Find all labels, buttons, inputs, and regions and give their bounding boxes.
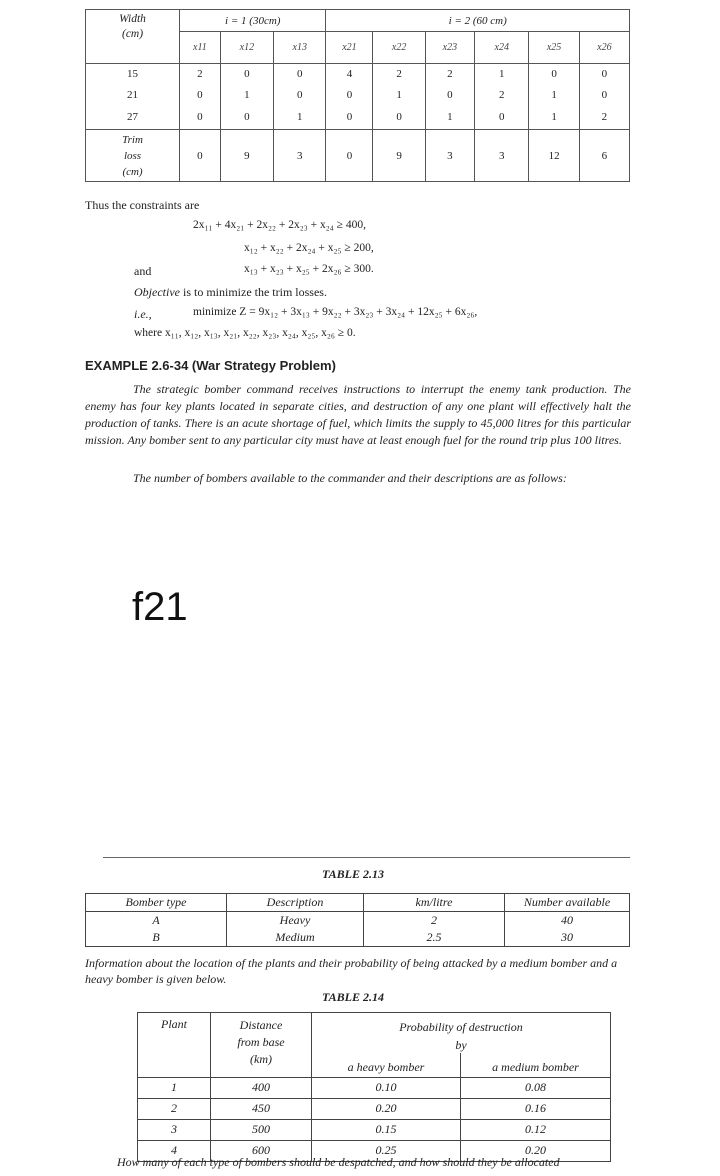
table-cell: 0: [326, 130, 373, 182]
trim-label-line: loss: [123, 149, 142, 162]
constraint-eq-3: x₁₃ + x₂₃ + x₂₅ + 2x₂₆ ≥ 300.: [244, 263, 374, 275]
table-cell: 0: [529, 64, 579, 84]
table-cell: 6: [579, 130, 629, 182]
table-row: [138, 1119, 611, 1140]
table-cell: 3: [474, 130, 529, 182]
table-2-13-caption: TABLE 2.13: [322, 867, 385, 881]
table-cell: 0.12: [461, 1119, 611, 1140]
table-cell: 2: [474, 84, 529, 106]
table-cell: 0: [326, 106, 373, 130]
example-paragraph-2: [85, 470, 631, 486]
divider: [103, 857, 630, 858]
row-label: 21: [86, 84, 180, 106]
var-header: x23: [425, 32, 474, 64]
col-header: Bomber type: [86, 894, 227, 912]
table-cell: 0.25: [312, 1140, 461, 1161]
col-header: km/litre: [364, 894, 505, 912]
trim-loss-row: [86, 130, 630, 182]
table-cell: 0: [326, 84, 373, 106]
table-cell: 0: [373, 106, 425, 130]
table-row: [86, 84, 630, 106]
constraints-intro: Thus the constraints are: [85, 198, 200, 212]
table-cell: 2: [579, 106, 629, 130]
table-cell: 3: [138, 1119, 211, 1140]
distance-header-line: (km): [250, 1052, 272, 1066]
group1-header: i = 1 (30cm): [180, 10, 326, 32]
table-cell: 1: [529, 84, 579, 106]
table-cell: 0.15: [312, 1119, 461, 1140]
var-header: x12: [220, 32, 273, 64]
example-title: EXAMPLE 2.6-34 (War Strategy Problem): [85, 358, 336, 373]
table-cell: 0: [579, 64, 629, 84]
table-cell: 4: [326, 64, 373, 84]
example-paragraph-text: The strategic bomber command receives instructions to interrupt the enemy tank production. The enemy has four key plants located in separate cities, and destruction of any one plant will effectively halt the production of tanks. There is an acute shortage of fuel, which limits the supply to 45,000 litres for this particular mission. Any bomber sent to any particular city must have at least enough fuel for the round trip plus 100 litres.: [85, 382, 631, 447]
table-cell: 4: [138, 1140, 211, 1161]
table-cell: 500: [211, 1119, 312, 1140]
var-header: x11: [180, 32, 221, 64]
table-cell: 12: [529, 130, 579, 182]
var-header: x25: [529, 32, 579, 64]
question-line-text: How many of each type of bombers should be despatched, and how should they be allocated: [117, 1155, 560, 1169]
table-cell: 1: [138, 1077, 211, 1098]
table-row: [138, 1077, 611, 1098]
table-cell: 0.10: [312, 1077, 461, 1098]
medium-bomber-header: a medium bomber: [492, 1059, 579, 1074]
table-cell: 2: [180, 64, 221, 84]
table-cell: 0: [220, 106, 273, 130]
table-row: [86, 912, 630, 930]
table-cell: 0.16: [461, 1098, 611, 1119]
table-cell: 1: [373, 84, 425, 106]
var-header: x21: [326, 32, 373, 64]
table-cell: 2: [425, 64, 474, 84]
table-cell: A: [86, 912, 227, 930]
table-cell: 2: [138, 1098, 211, 1119]
col-header: Number available: [505, 894, 630, 912]
table-2-14: [137, 1012, 611, 1162]
table-cell: 2: [364, 912, 505, 930]
table-cell: 0: [180, 84, 221, 106]
objective-line: [134, 284, 327, 300]
table-header-row: [138, 1013, 611, 1038]
table-header-row: [86, 894, 630, 912]
distance-header: [211, 1013, 312, 1078]
width-header-label: Width: [119, 13, 146, 25]
table-2-13: [85, 893, 630, 947]
table-cell: 0.20: [461, 1140, 611, 1161]
table-cell: 0.20: [312, 1098, 461, 1119]
probability-header-by: by: [455, 1037, 467, 1052]
table-cell: 0: [274, 84, 326, 106]
table-row: [86, 64, 630, 84]
distance-header-line: from base: [237, 1035, 285, 1049]
table-row: [138, 1098, 611, 1119]
var-header: x22: [373, 32, 425, 64]
width-header-unit: (cm): [121, 28, 144, 40]
objective-rest: is to minimize the trim losses.: [179, 285, 327, 299]
table-cell: 1: [474, 64, 529, 84]
table-cell: 600: [211, 1140, 312, 1161]
table-cell: 1: [529, 106, 579, 130]
objective-function: minimize Z = 9x₁₂ + 3x₁₃ + 9x₂₂ + 3x₂₃ + 3x₂₄ + 12x₂₅ + 6x₂₆,: [193, 306, 478, 318]
table-cell: 40: [561, 913, 573, 927]
table-cell: 0: [180, 106, 221, 130]
width-header: [86, 10, 180, 64]
objective-word: Objective: [134, 285, 180, 299]
table-cell: 3: [274, 130, 326, 182]
table-cell: Heavy: [227, 912, 364, 930]
info-paragraph: Information about the location of the plants and their probability of being attacked by a medium bomber and a heavy bomber is given below.: [85, 956, 618, 986]
constraint-eq-1: 2x₁₁ + 4x₂₁ + 2x₂₂ + 2x₂₃ + x₂₄ ≥ 400,: [193, 219, 366, 231]
table-cell: 0: [579, 84, 629, 106]
table-row: [86, 106, 630, 130]
constraint-eq-2: x₁₂ + x₂₂ + 2x₂₄ + x₂₅ ≥ 200,: [244, 242, 374, 254]
nonnegativity: where x₁₁, x₁₂, x₁₃, x₂₁, x₂₂, x₂₃, x₂₄, x₂₅, x₂₆ ≥ 0.: [134, 327, 356, 339]
example-paragraph-2-text: The number of bombers available to the commander and their descriptions are as follows:: [133, 471, 567, 485]
col-header: Description: [227, 894, 364, 912]
table-cell: 0: [220, 64, 273, 84]
table-cell: 2: [373, 64, 425, 84]
table-cell: 1: [220, 84, 273, 106]
plant-header: Plant: [138, 1013, 211, 1078]
ie-label: i.e.,: [134, 307, 152, 321]
table-cell: 0: [180, 130, 221, 182]
table-cell: 450: [211, 1098, 312, 1119]
table-cell: 1: [425, 106, 474, 130]
table-cell: 9: [220, 130, 273, 182]
table-cell: 0: [274, 64, 326, 84]
trim-loss-label: [86, 130, 180, 182]
table-cell: 30: [561, 930, 573, 944]
figure-label: f21: [132, 585, 188, 629]
group2-header: i = 2 (60 cm): [326, 10, 630, 32]
distance-header-line: Distance: [239, 1018, 283, 1032]
table-row: [86, 929, 630, 947]
table-cell: 3: [425, 130, 474, 182]
var-header: x13: [274, 32, 326, 64]
row-label: 27: [86, 106, 180, 130]
trim-label-line: Trim: [122, 133, 143, 146]
and-word: and: [134, 264, 152, 278]
table-cell: B: [86, 929, 227, 947]
example-paragraph: [85, 381, 631, 449]
table-cell: 9: [373, 130, 425, 182]
table-cell: 0: [425, 84, 474, 106]
probability-header: Probability of destruction: [399, 1019, 523, 1034]
var-header: x26: [579, 32, 629, 64]
table-cell: Medium: [227, 929, 364, 947]
table-cell: 400: [211, 1077, 312, 1098]
heavy-bomber-header: a heavy bomber: [312, 1053, 461, 1077]
var-header: x24: [474, 32, 529, 64]
trim-loss-table: [85, 9, 630, 182]
row-label: 15: [86, 64, 180, 84]
table-cell: 0: [474, 106, 529, 130]
table-cell: 0.08: [461, 1077, 611, 1098]
question-line: [85, 1154, 631, 1170]
table-2-14-caption: TABLE 2.14: [322, 990, 385, 1004]
trim-label-line: (cm): [122, 165, 143, 178]
table-cell: 2.5: [364, 929, 505, 947]
table-cell: 1: [274, 106, 326, 130]
